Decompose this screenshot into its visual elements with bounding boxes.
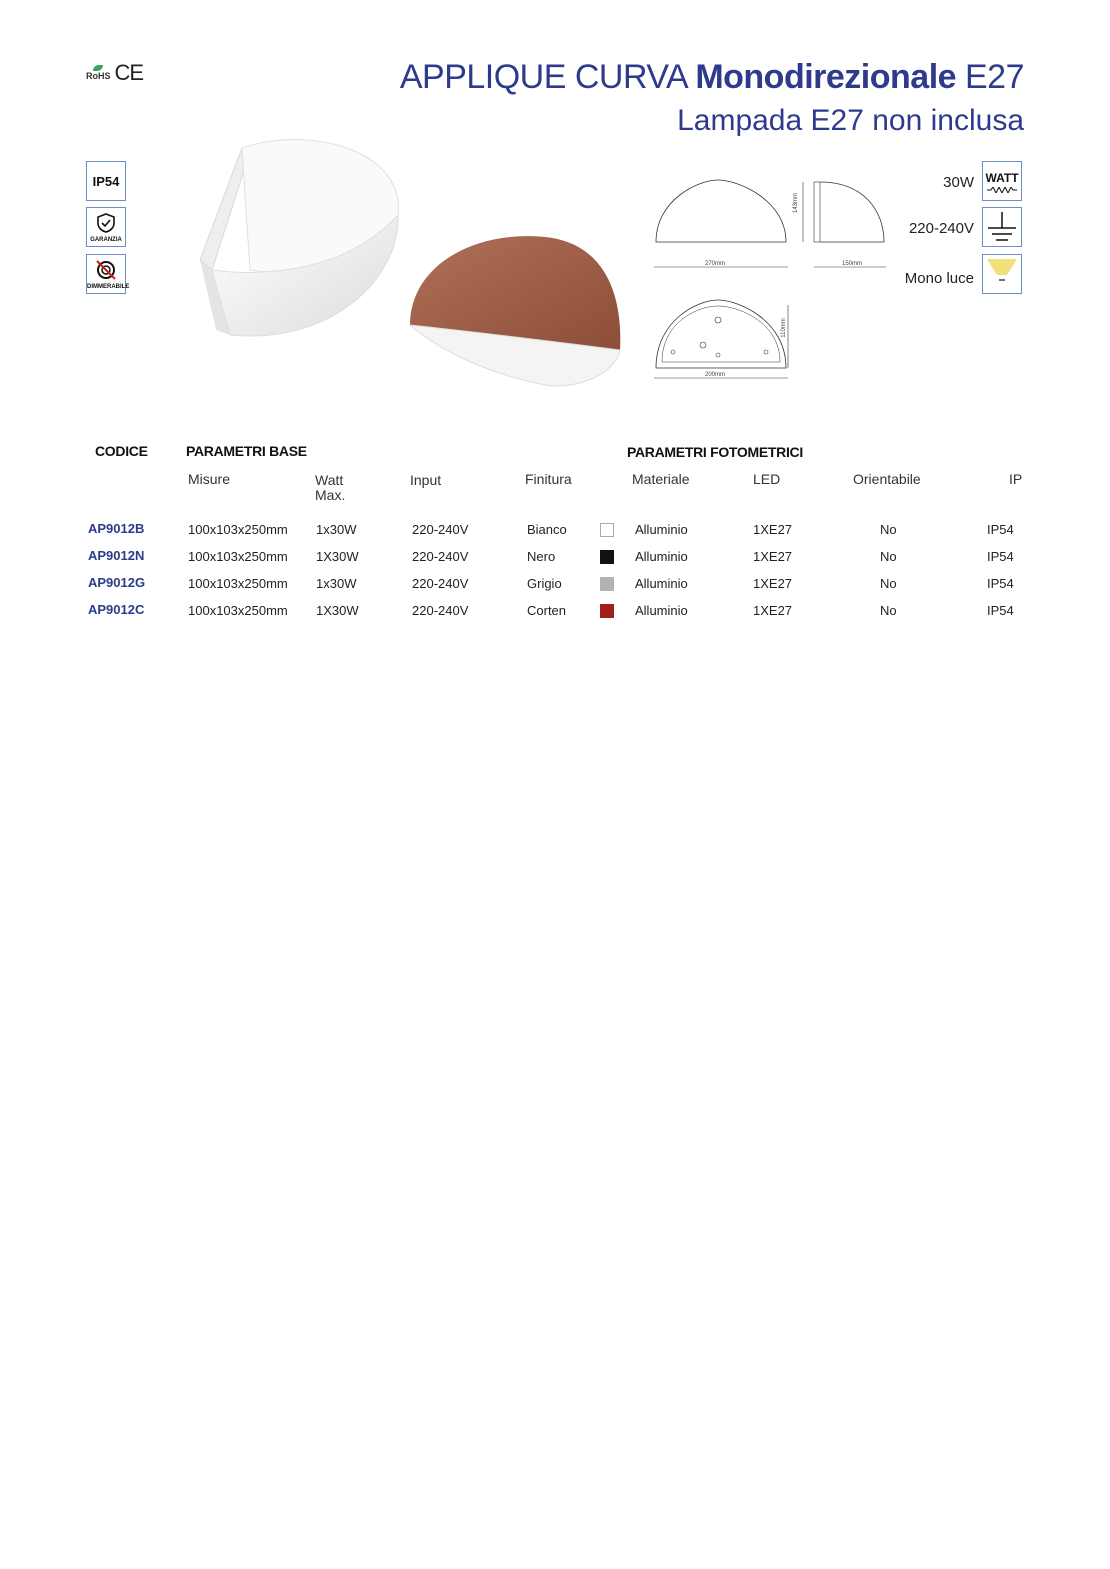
row-ip: IP54 bbox=[987, 549, 1014, 564]
row-orientabile: No bbox=[880, 549, 897, 564]
light-label: Mono luce bbox=[904, 270, 974, 287]
row-misure: 100x103x250mm bbox=[188, 549, 288, 564]
row-input: 220-240V bbox=[412, 576, 469, 591]
dim-top-height: 110mm bbox=[780, 318, 787, 338]
downlight-beam-icon bbox=[985, 257, 1019, 291]
row-finitura: Bianco bbox=[527, 522, 567, 537]
color-swatch-corten bbox=[600, 604, 614, 618]
page-title bbox=[400, 58, 1024, 97]
row-materiale: Alluminio bbox=[635, 522, 688, 537]
row-watt: 1x30W bbox=[316, 522, 357, 537]
ip54-text: IP54 bbox=[92, 173, 120, 189]
col-misure: Misure bbox=[188, 471, 231, 487]
color-swatch-white bbox=[600, 523, 614, 537]
watt-icon-text: WATT bbox=[985, 170, 1019, 185]
shield-icon bbox=[95, 212, 117, 234]
color-swatch-black bbox=[600, 550, 614, 564]
rohs-text: RoHS bbox=[86, 71, 111, 81]
dim-front-width: 270mm bbox=[705, 261, 726, 267]
watt-icon bbox=[982, 161, 1022, 201]
row-materiale: Alluminio bbox=[635, 603, 688, 618]
dim-side-depth: 150mm bbox=[842, 261, 863, 267]
col-led: LED bbox=[753, 471, 781, 487]
row-watt: 1X30W bbox=[316, 603, 359, 618]
row-code: AP9012N bbox=[88, 548, 145, 563]
page-subtitle: Lampada E27 non inclusa bbox=[677, 104, 1024, 137]
technical-drawings bbox=[648, 170, 898, 385]
warranty-badge bbox=[86, 207, 126, 247]
warranty-text: GARANZIA bbox=[90, 237, 122, 243]
resistor-wave-icon bbox=[987, 187, 1017, 193]
row-watt: 1X30W bbox=[316, 549, 359, 564]
row-input: 220-240V bbox=[412, 603, 469, 618]
dimmable-text: DIMMERABILE bbox=[87, 284, 130, 290]
row-orientabile: No bbox=[880, 522, 897, 537]
row-orientabile: No bbox=[880, 603, 897, 618]
watt-label: 30W bbox=[943, 174, 974, 191]
row-orientabile: No bbox=[880, 576, 897, 591]
col-orientabile: Orientabile bbox=[853, 471, 921, 487]
row-led: 1XE27 bbox=[753, 549, 793, 564]
header-codice: CODICE bbox=[95, 443, 148, 459]
dimmer-crossed-icon bbox=[94, 258, 118, 282]
row-code: AP9012C bbox=[88, 602, 145, 617]
voltage-label: 220-240V bbox=[908, 220, 974, 237]
rohs-logo bbox=[86, 65, 111, 81]
row-led: 1XE27 bbox=[753, 522, 793, 537]
row-materiale: Alluminio bbox=[635, 549, 688, 564]
row-code: AP9012B bbox=[88, 521, 145, 536]
ground-icon bbox=[982, 207, 1022, 247]
col-ip: IP bbox=[1009, 471, 1023, 487]
header-parametri-base: PARAMETRI BASE bbox=[186, 443, 307, 459]
row-finitura: Nero bbox=[527, 549, 556, 564]
col-watt-line1: Watt bbox=[315, 472, 344, 488]
col-input: Input bbox=[410, 472, 442, 488]
row-finitura: Grigio bbox=[527, 576, 562, 591]
row-ip: IP54 bbox=[987, 522, 1014, 537]
dim-top-width: 200mm bbox=[705, 372, 726, 378]
row-ip: IP54 bbox=[987, 576, 1014, 591]
row-misure: 100x103x250mm bbox=[188, 603, 288, 618]
dimmable-badge bbox=[86, 254, 130, 294]
certifications bbox=[86, 60, 143, 86]
title-suffix: E27 bbox=[965, 58, 1024, 96]
row-code: AP9012G bbox=[88, 575, 146, 590]
dim-side-height: 143mm bbox=[793, 192, 800, 214]
color-swatch-grey bbox=[600, 577, 614, 591]
corten-lamp-image bbox=[405, 225, 625, 390]
row-misure: 100x103x250mm bbox=[188, 576, 288, 591]
row-ip: IP54 bbox=[987, 603, 1014, 618]
col-watt-line2: Max. bbox=[315, 487, 346, 503]
ce-mark: CE bbox=[114, 60, 144, 85]
title-bold: Monodirezionale bbox=[695, 58, 957, 96]
row-input: 220-240V bbox=[412, 549, 469, 564]
row-materiale: Alluminio bbox=[635, 576, 688, 591]
row-finitura: Corten bbox=[527, 603, 567, 618]
header-parametri-fotometrici: PARAMETRI FOTOMETRICI bbox=[627, 444, 803, 460]
ip54-badge bbox=[86, 161, 126, 201]
row-led: 1XE27 bbox=[753, 576, 793, 591]
earth-ground-icon bbox=[985, 210, 1019, 244]
col-materiale: Materiale bbox=[632, 471, 690, 487]
mono-light-icon bbox=[982, 254, 1022, 294]
row-misure: 100x103x250mm bbox=[188, 522, 288, 537]
white-lamp-image bbox=[190, 130, 410, 345]
col-finitura: Finitura bbox=[525, 471, 572, 487]
row-watt: 1x30W bbox=[316, 576, 357, 591]
row-input: 220-240V bbox=[412, 522, 469, 537]
row-led: 1XE27 bbox=[753, 603, 793, 618]
col-watt bbox=[315, 473, 345, 503]
title-light: APPLIQUE CURVA bbox=[399, 58, 687, 96]
